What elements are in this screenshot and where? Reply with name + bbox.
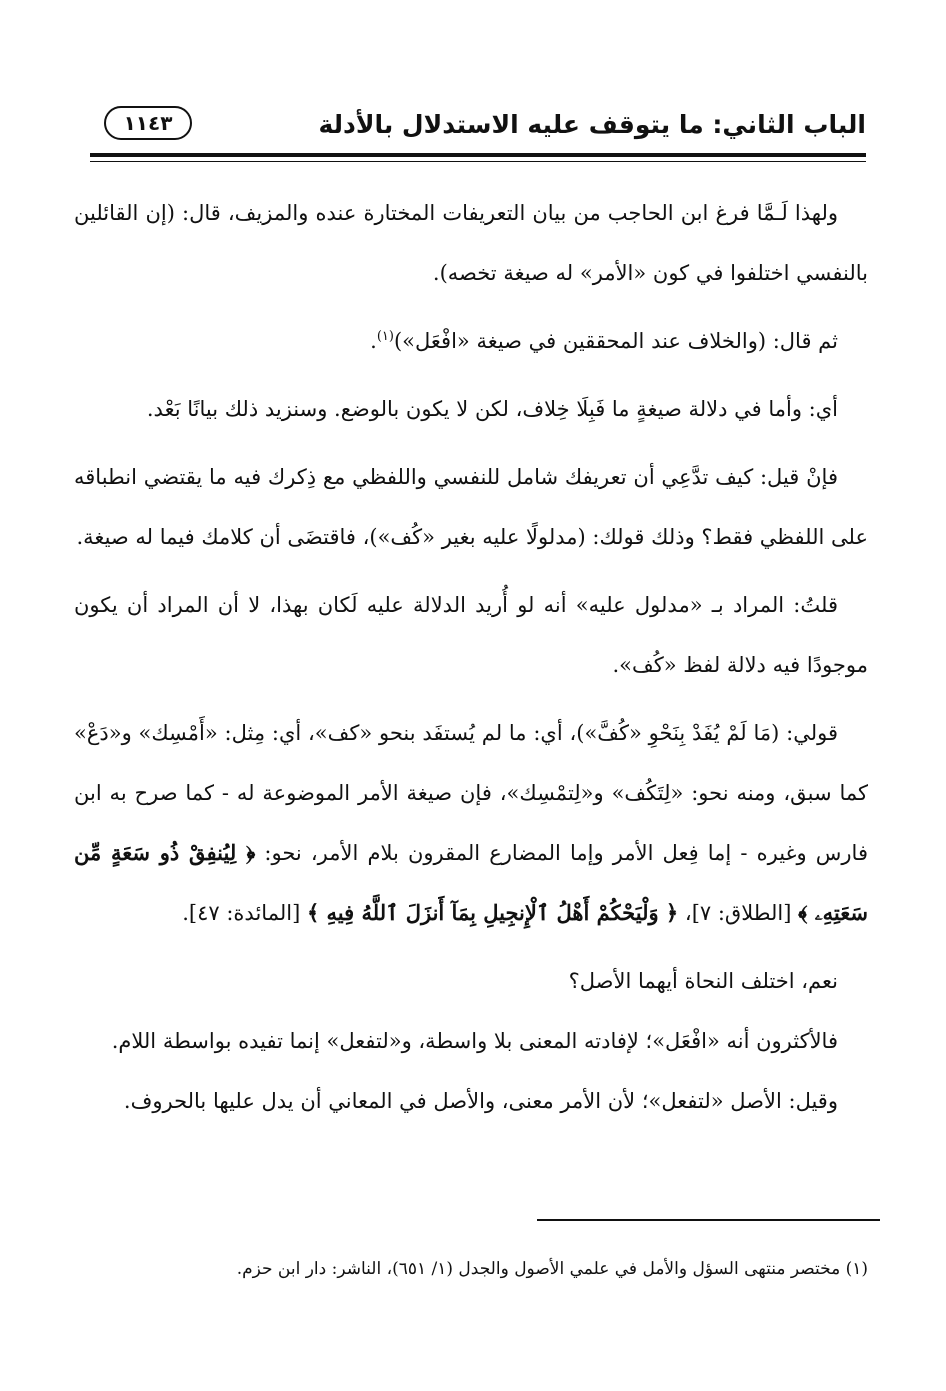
paragraph-thumma-qal	[74, 311, 868, 371]
paragraph-qultu: قلتُ: المراد بـ «مدلول عليه» أنه لو أُريد الدلالة عليه لَكان بهذا، لا أن المراد أن يكون موجودًا فيه دلالة لفظ «كُف».	[74, 593, 868, 677]
body-text	[74, 183, 868, 1131]
header-rule-thick	[90, 153, 866, 157]
qawli-text-b: [الطلاق: ٧]،	[678, 901, 799, 925]
header-rule-thin	[90, 161, 866, 162]
paragraph-fa-in-qil: فإنْ قيل: كيف تدَّعِي أن تعريفك شامل للنفسي واللفظي مع ذِكرك فيه ما يقتضي انطباقه على اللفظي فقط؟ وذلك قولك: (مدلولًا عليه بغير «كُف»)، فاقتضَى أن كلامك فيما له صيغة.	[74, 465, 868, 549]
quran-verse-maidah: ﴿ وَلْيَحْكُمْ أَهْلُ ٱلْإِنجِيلِ بِمَآ أَنزَلَ ٱللَّهُ فِيهِ ﴾	[306, 900, 679, 925]
chapter-title: الباب الثاني: ما يتوقف عليه الاستدلال بالأدلة	[318, 110, 866, 139]
footnote-separator	[537, 1219, 880, 1221]
qawli-text-a: قولي: (مَا لَمْ يُفَدْ بِنَحْوِ «كُفَّ»)، أي: ما لم يُستفَد بنحو «كف»، أي: مِثل: «أَمْسِك» و«دَعْ» كما سبق، ومنه نحو: «لِتَكُف» و«لِتمْسِك»، فإن صيغة الأمر الموضوعة له - كما صرح به ابن فارس وغيره - إما فِعل الأمر وإما المضارع المقرون بلام الأمر، نحو:	[74, 721, 868, 865]
footnote-marker[interactable]: (١)	[376, 329, 394, 344]
quran-verse-talaq: ﴿ لِيُنفِقْ ذُو سَعَةٍ مِّن سَعَتِهِۦ ﴾	[74, 840, 868, 925]
paragraph-naam: نعم، اختلف النحاة أيهما الأصل؟	[568, 969, 838, 993]
page-number-badge: ١١٤٣	[104, 106, 192, 140]
qawl-end: .	[370, 329, 377, 353]
footnote: (١) مختصر منتهى السؤل والأمل في علمي الأصول والجدل (١/ ٦٥١)، الناشر: دار ابن حزم.	[236, 1259, 868, 1279]
qawl-text: ثم قال: (والخلاف عند المحققين في صيغة «افْعَل»)	[393, 329, 838, 353]
running-head	[82, 104, 866, 154]
paragraph-ibn-hajib: ولهذا لَـمَّا فرغ ابن الحاجب من بيان التعريفات المختارة عنده والمزيف، قال: (إن القائلين بالنفسي اختلفوا في كون «الأمر» له صيغة تخصه).	[74, 201, 868, 285]
paragraph-qawli	[74, 703, 868, 943]
paragraph-wa-qil: وقيل: الأصل «لتفعل»؛ لأن الأمر معنى، والأصل في المعاني أن يدل عليها بالحروف.	[123, 1089, 838, 1113]
paragraph-ay: أي: وأما في دلالة صيغةٍ ما فَبِلَا خِلاف، لكن لا يكون بالوضع. وسنزيد ذلك بيانًا بَعْد.	[146, 397, 838, 421]
paragraph-akthar: فالأكثرون أنه «افْعَل»؛ لإفادته المعنى بلا واسطة، و«لتفعل» إنما تفيده بواسطة اللام.	[111, 1029, 838, 1053]
qawli-text-c: [المائدة: ٤٧].	[182, 901, 307, 925]
